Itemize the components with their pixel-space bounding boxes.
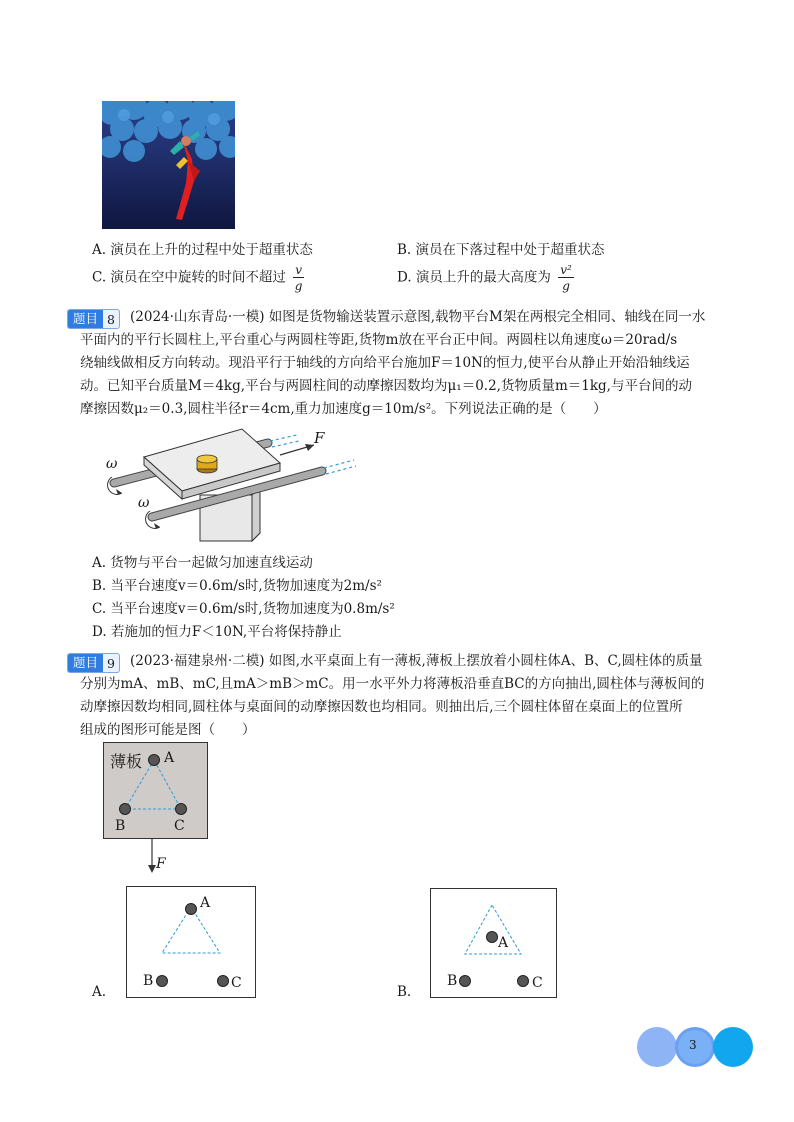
q9-text-cont: 分别为mA、mB、mC,且mA＞mB＞mC。用一水平外力将薄板沿垂直BC的方向抽出,圆柱体与薄板间的 动摩擦因数均相同,圆柱体与桌面间的动摩擦因数也均相同。则抽出后,三个圆柱体留在桌面上的位置所 组成的图形可能是图（ ） <box>80 676 705 738</box>
choice-b-figure <box>430 888 557 998</box>
q8-text: (2024·山东青岛·一模) 如图是货物输送装置示意图,载物平台M架在两根完全相同、轴线在同一水 <box>130 309 706 325</box>
q9-force-label: F <box>156 856 166 872</box>
q7-option-a: A. 演员在上升的过程中处于超重状态 <box>92 242 313 258</box>
thin-board <box>103 742 208 839</box>
q7-option-b: B. 演员在下落过程中处于超重状态 <box>397 242 605 258</box>
performer-photo <box>102 101 235 229</box>
choice-b-label: B. <box>397 984 412 1000</box>
choice-a-point-b: B <box>143 973 154 989</box>
conveyor-diagram <box>92 425 362 543</box>
q9-text: (2023·福建泉州·二模) 如图,水平桌面上有一薄板,薄板上摆放着小圆柱体A、B、C,圆柱体的质量 <box>130 653 703 669</box>
q8-option-a: A. 货物与平台一起做匀加速直线运动 <box>92 555 313 571</box>
choice-a-point-c: C <box>231 975 242 991</box>
board-label: 薄板 <box>110 752 143 771</box>
q7-option-d: D. 演员上升的最大高度为 $\frac{\text{v²}}{g}$ <box>397 263 572 293</box>
choice-b-point-c: C <box>532 975 543 991</box>
point-a-label: A <box>164 750 175 766</box>
q8-option-b: B. 当平台速度v＝0.6m/s时,货物加速度为2m/s² <box>92 578 382 594</box>
choice-a-label: A. <box>92 984 107 1000</box>
q8-options <box>92 552 395 644</box>
omega-label-1: ω <box>106 456 118 472</box>
choice-a-figure <box>126 886 256 998</box>
choice-a-point-a: A <box>200 895 211 911</box>
q8-option-c: C. 当平台速度v＝0.6m/s时,货物加速度为0.8m/s² <box>92 601 395 617</box>
q8-option-d: D. 若施加的恒力F＜10N,平台将保持静止 <box>92 624 342 640</box>
choice-b-point-a: A <box>498 935 509 951</box>
page-number: 3 <box>689 1038 697 1052</box>
force-label: F <box>314 429 325 447</box>
page-number-badge <box>637 1027 753 1067</box>
point-b-label: B <box>115 818 126 834</box>
fraction-v-over-g: $\frac{v}{g}$ <box>294 263 303 293</box>
q8-text-cont: 平面内的平行长圆柱上,平台重心与两圆柱等距,货物m放在平台正中间。两圆柱以角速度ω＝20rad/s 绕轴线做相反方向转动。现沿平行于轴线的方向给平台施加F＝10N的恒力,使平台从静止开始沿轴线运 动。已知平台质量M＝4kg,平台与两圆柱间的动摩擦因数均为μ₁＝0.2,货物质量m＝1kg,与平台间的动 摩擦因数μ₂＝0.3,圆柱半径r＝4cm,重力加速度g＝10m/s²。下列说法正确的是（ ） <box>80 332 692 417</box>
choice-b-point-b: B <box>447 973 458 989</box>
q8-tag: 题目 8 <box>67 309 120 329</box>
q9-tag: 题目 9 <box>67 653 120 673</box>
fraction-v2-over-g: $\frac{\text{v²}}{g}$ <box>560 263 572 293</box>
omega-label-2: ω <box>138 495 150 511</box>
point-c-label: C <box>174 818 185 834</box>
q7-option-c: C. 演员在空中旋转的时间不超过 $\frac{v}{g}$ <box>92 263 303 293</box>
